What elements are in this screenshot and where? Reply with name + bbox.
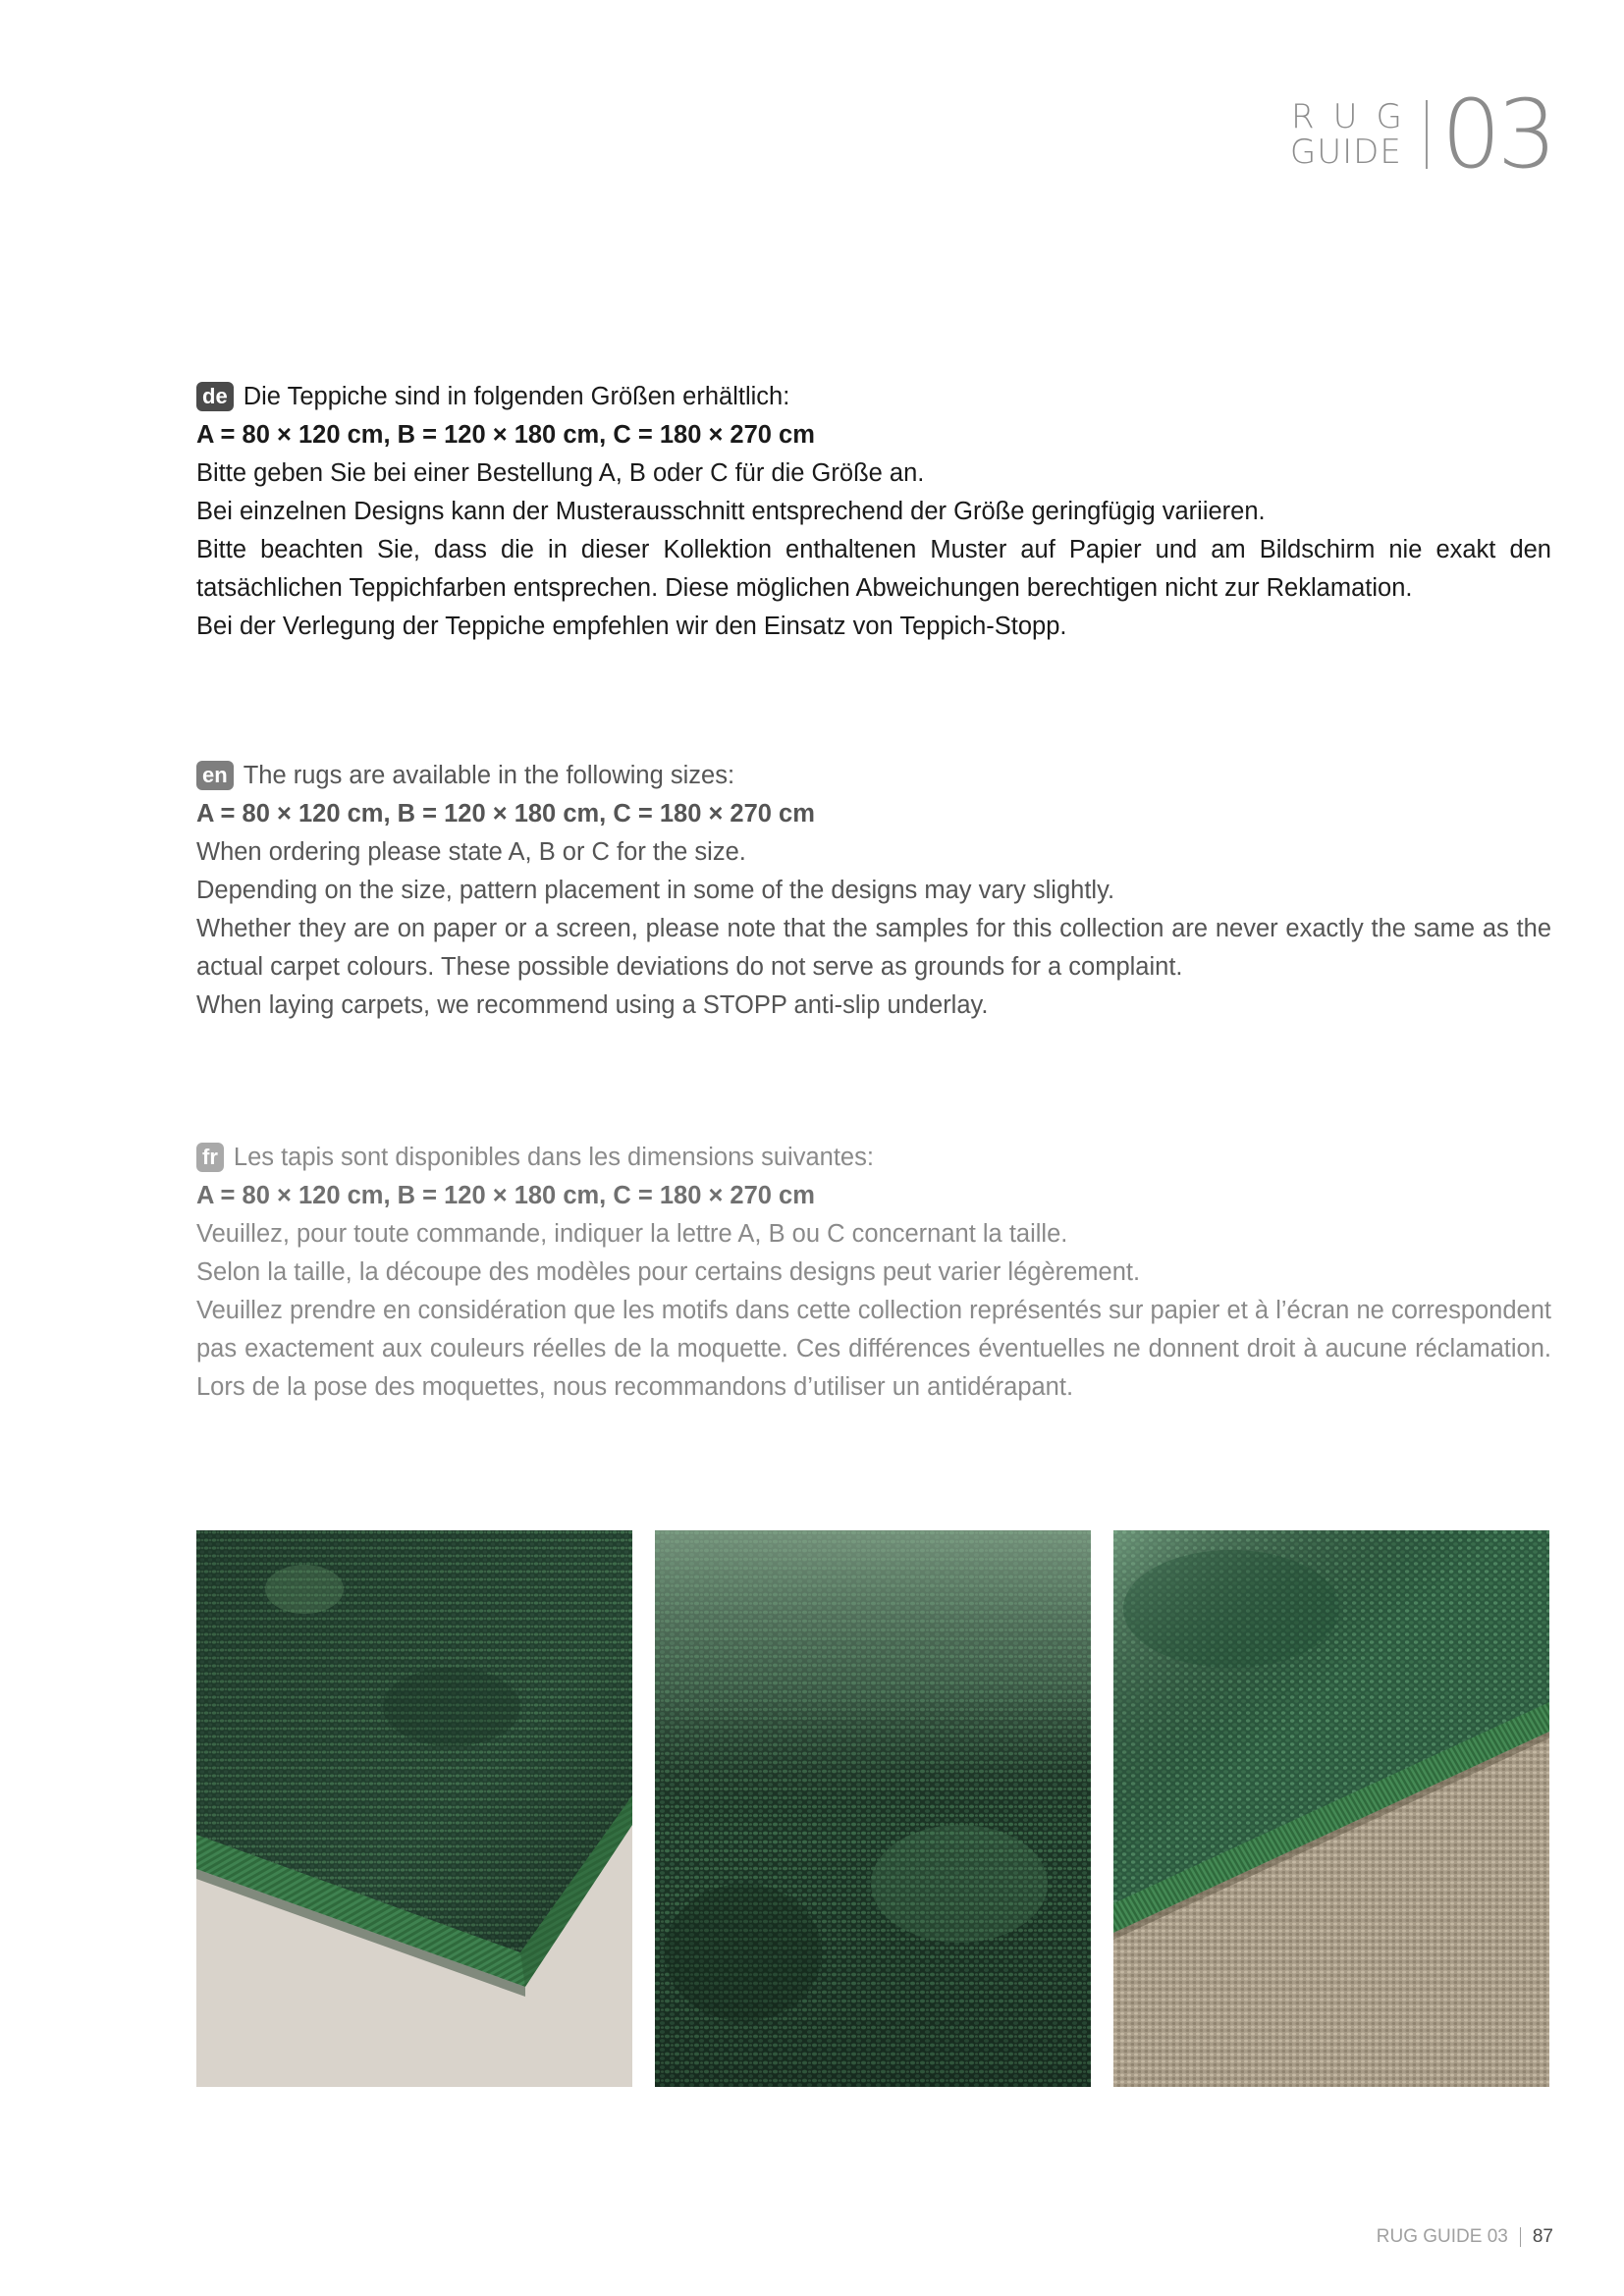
logo-issue-number: 03 xyxy=(1440,80,1553,189)
section-german xyxy=(196,378,1551,646)
rug-guide-logo xyxy=(1289,80,1553,189)
german-intro: Die Teppiche sind in folgenden Größen erhältlich: xyxy=(243,383,790,410)
french-sizes: A = 80 × 120 cm, B = 120 × 180 cm, C = 180 × 270 cm xyxy=(196,1182,815,1209)
section-french xyxy=(196,1139,1551,1407)
english-laying-note: When laying carpets, we recommend using a STOPP anti-slip underlay. xyxy=(196,991,989,1019)
rug-edge-underlay-photo xyxy=(1113,1530,1549,2087)
german-intro-line xyxy=(196,378,1551,416)
german-sizes: A = 80 × 120 cm, B = 120 × 180 cm, C = 180 × 270 cm xyxy=(196,421,815,449)
german-order-note: Bitte geben Sie bei einer Bestellung A, B oder C für die Größe an. xyxy=(196,459,925,487)
french-colour-note: Veuillez prendre en considération que les motifs dans cette collection représentés sur papier et à l’écran ne correspondent pas exactement aux couleurs réelles de la moquette. Ces différences éventuelles ne donnent droit à aucune réclamation. Lors de la pose des moquettes, nous recommandons d’utiliser un antidérapant. xyxy=(196,1297,1551,1401)
language-badge-en: en xyxy=(196,761,234,790)
french-intro-line xyxy=(196,1139,1551,1177)
rug-weave-closeup-photo xyxy=(655,1530,1091,2087)
rug-corner-photo xyxy=(196,1530,632,2087)
logo-wordmark xyxy=(1289,97,1421,172)
language-badge-de: de xyxy=(196,382,234,411)
section-english xyxy=(196,757,1551,1025)
logo-divider xyxy=(1426,100,1428,169)
german-colour-note: Bitte beachten Sie, dass die in dieser Kollektion enthaltenen Muster auf Papier und am Bildschirm nie exakt den tatsächlichen Teppichfarben entsprechen. Diese möglichen Abweichungen berechtigen nicht zur Reklamation. xyxy=(196,536,1551,602)
english-colour-note: Whether they are on paper or a screen, please note that the samples for this collection are never exactly the same as the actual carpet colours. These possible deviations do not serve as grounds for a complaint. xyxy=(196,915,1551,981)
french-pattern-note: Selon la taille, la découpe des modèles pour certains designs peut varier légèrement. xyxy=(196,1258,1141,1286)
page-number: 87 xyxy=(1532,2226,1553,2247)
german-laying-note: Bei der Verlegung der Teppiche empfehlen wir den Einsatz von Teppich-Stopp. xyxy=(196,613,1067,640)
german-pattern-note: Bei einzelnen Designs kann der Musterausschnitt entsprechend der Größe geringfügig variieren. xyxy=(196,498,1266,525)
footer-label: RUG GUIDE 03 xyxy=(1376,2226,1508,2247)
footer-divider xyxy=(1520,2227,1521,2247)
french-intro: Les tapis sont disponibles dans les dimensions suivantes: xyxy=(233,1144,874,1171)
english-sizes: A = 80 × 120 cm, B = 120 × 180 cm, C = 180 × 270 cm xyxy=(196,800,815,828)
page-footer xyxy=(1377,2226,1553,2248)
language-badge-fr: fr xyxy=(196,1143,224,1172)
english-order-note: When ordering please state A, B or C for the size. xyxy=(196,838,746,866)
logo-word-guide: GUIDE xyxy=(1289,133,1402,172)
english-intro: The rugs are available in the following sizes: xyxy=(243,762,735,789)
french-order-note: Veuillez, pour toute commande, indiquer la lettre A, B ou C concernant la taille. xyxy=(196,1220,1068,1248)
logo-word-rug: RUG xyxy=(1290,97,1421,136)
english-intro-line xyxy=(196,757,1551,795)
english-pattern-note: Depending on the size, pattern placement in some of the designs may vary slightly. xyxy=(196,877,1115,904)
